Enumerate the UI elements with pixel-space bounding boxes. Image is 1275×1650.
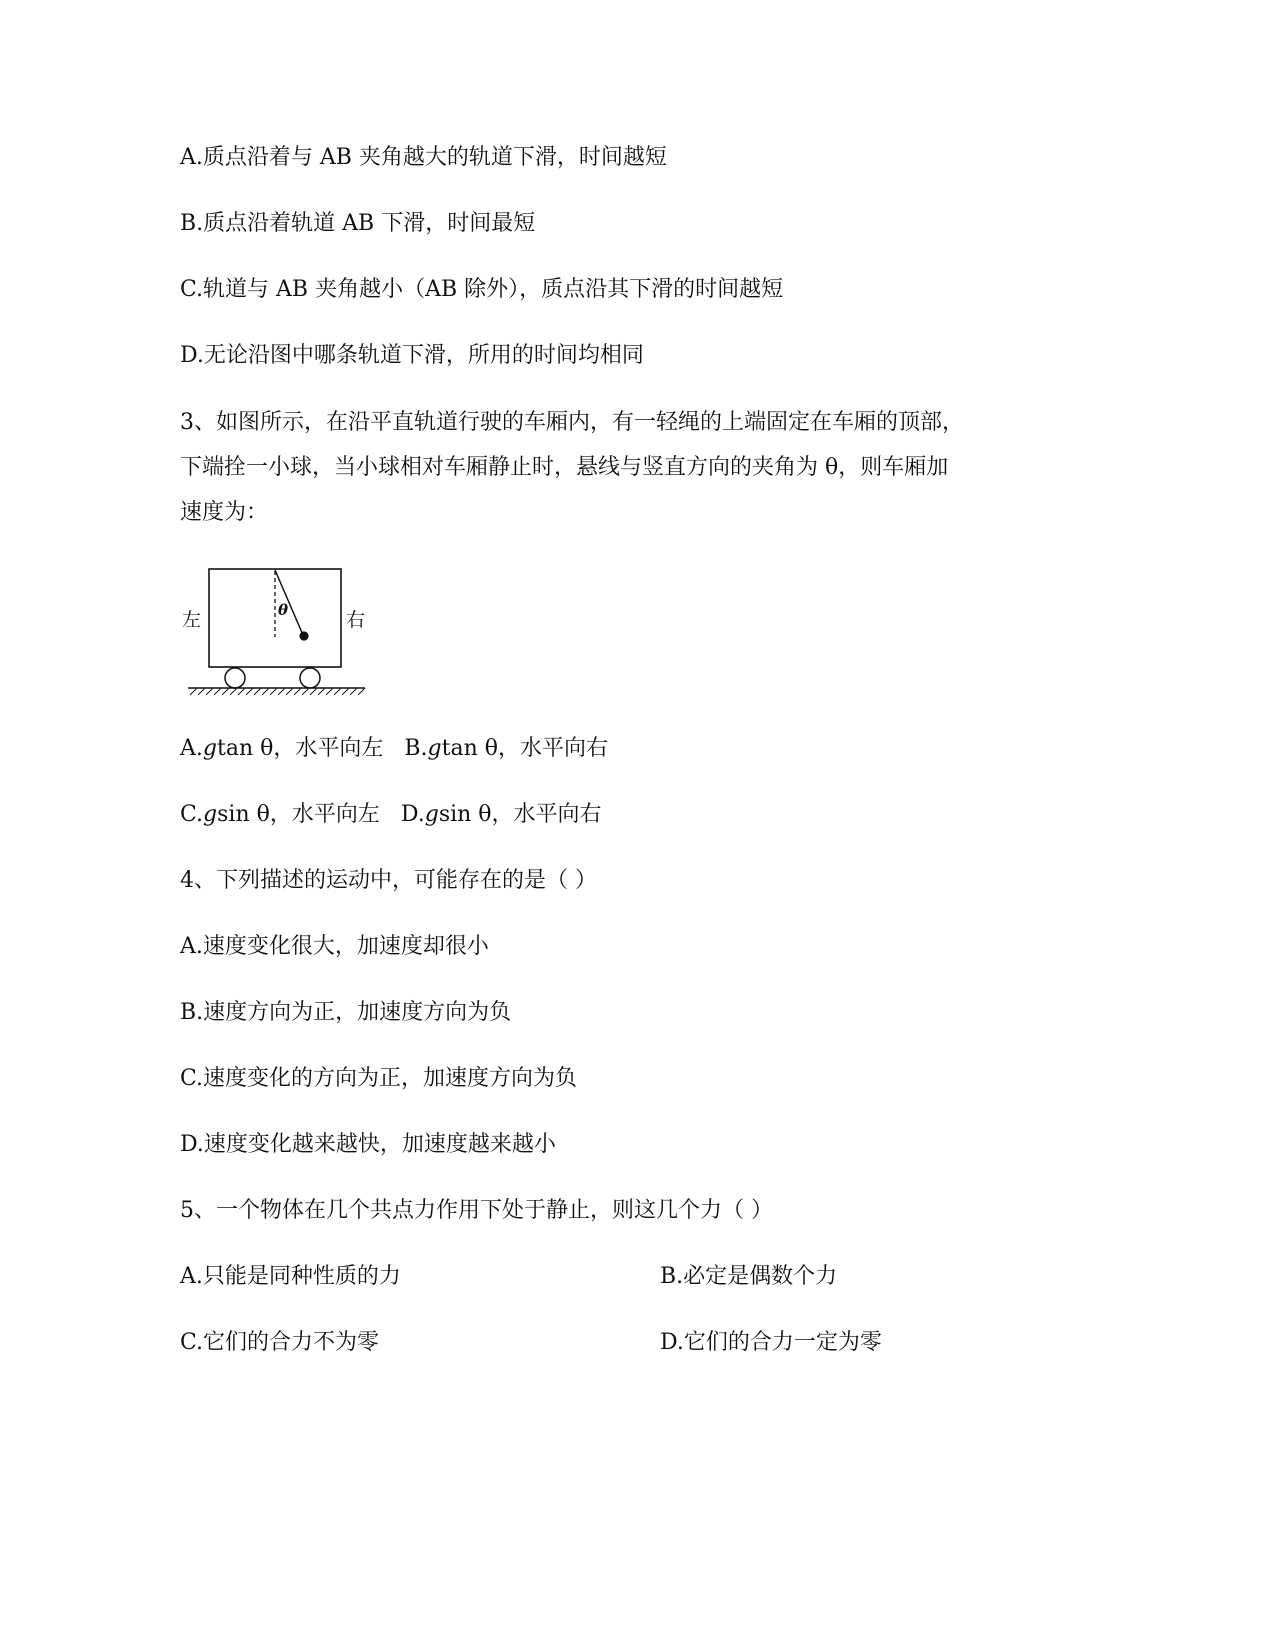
q5-option-b: B.必定是偶数个力 xyxy=(660,1264,838,1289)
q3-option-d: D.gsin θ，水平向右 xyxy=(400,802,602,827)
q3-options-row-2 xyxy=(180,800,602,830)
q2-option-a: A.质点沿着与 AB 夹角越大的轨道下滑，时间越短 xyxy=(180,145,667,170)
q5-option-a: A.只能是同种性质的力 xyxy=(180,1264,401,1289)
q5-option-c: C.它们的合力不为零 xyxy=(180,1330,380,1355)
q5-stem: 5、一个物体在几个共点力作用下处于静止，则这几个力（ ） xyxy=(180,1198,773,1223)
q4-option-a: A.速度变化很大，加速度却很小 xyxy=(180,934,489,959)
carriage-box xyxy=(209,569,341,667)
q2-option-c: C.轨道与 AB 夹角越小（AB 除外），质点沿其下滑的时间越短 xyxy=(180,277,784,302)
angle-label: θ xyxy=(278,601,289,619)
wheel-right xyxy=(300,668,320,688)
q3-option-a: A.gtan θ，水平向左 xyxy=(180,736,384,761)
q4-option-b: B.速度方向为正，加速度方向为负 xyxy=(180,1000,512,1025)
label-right: 右 xyxy=(346,609,366,631)
q2-option-d: D.无论沿图中哪条轨道下滑，所用的时间均相同 xyxy=(180,343,644,368)
carriage-figure xyxy=(180,563,380,703)
track-hatching xyxy=(190,688,365,695)
q4-stem: 4、下列描述的运动中，可能存在的是（ ） xyxy=(180,868,597,893)
q2-option-b: B.质点沿着轨道 AB 下滑，时间最短 xyxy=(180,211,536,236)
q4-option-d: D.速度变化越来越快，加速度越来越小 xyxy=(180,1132,556,1157)
q3-option-b: B.gtan θ，水平向右 xyxy=(404,736,608,761)
q3-option-c: C.gsin θ，水平向左 xyxy=(180,802,380,827)
wheel-left xyxy=(225,668,245,688)
q3-stem-line-1: 3、如图所示，在沿平直轨道行驶的车厢内，有一轻绳的上端固定在车厢的顶部， xyxy=(180,410,964,435)
pendulum-ball xyxy=(299,631,308,640)
q3-options-row-1 xyxy=(180,734,608,764)
q5-option-d: D.它们的合力一定为零 xyxy=(660,1330,882,1355)
q3-stem-line-2: 下端拴一小球，当小球相对车厢静止时，悬线与竖直方向的夹角为 θ，则车厢加 xyxy=(180,455,949,480)
q4-option-c: C.速度变化的方向为正，加速度方向为负 xyxy=(180,1066,578,1091)
label-left: 左 xyxy=(182,609,202,631)
q3-stem-line-3: 速度为： xyxy=(180,500,269,525)
